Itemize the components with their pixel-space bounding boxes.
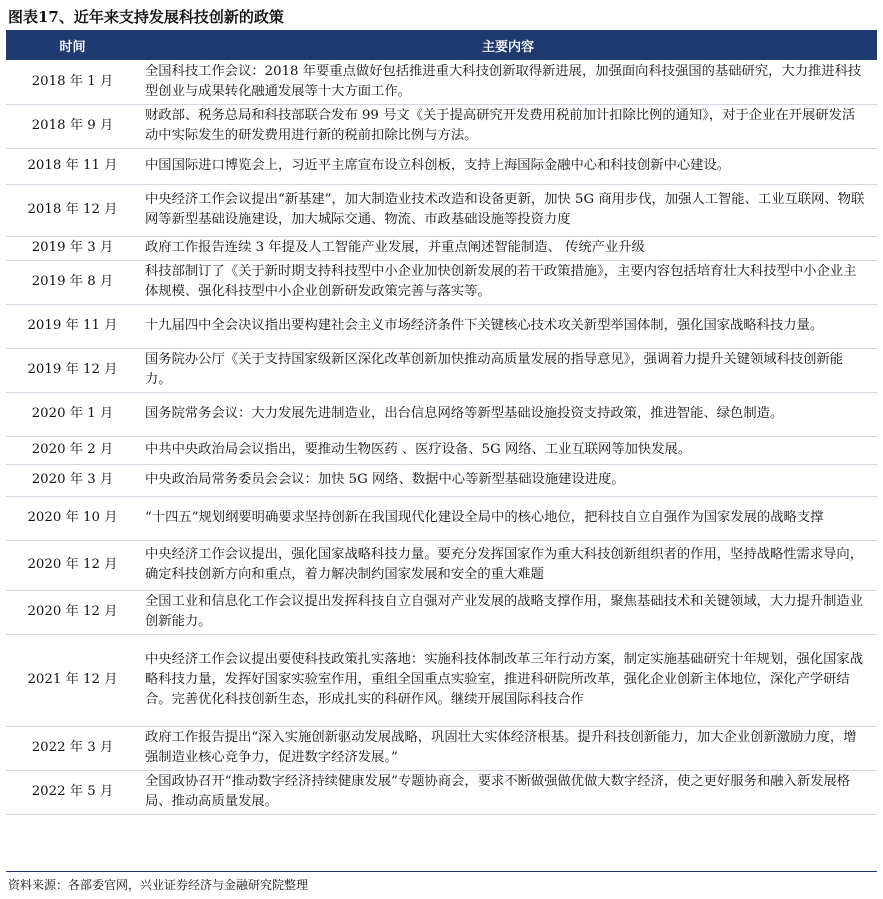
row-date: 2019 年 11 月	[6, 304, 139, 348]
table-row	[6, 770, 877, 814]
row-date: 2022 年 3 月	[6, 726, 139, 770]
row-content: 国务院办公厅《关于支持国家级新区深化改革创新加快推动高质量发展的指导意见》，强调着力提升关键领域科技创新能力。	[139, 348, 877, 392]
row-content: 科技部制订了《关于新时期支持科技型中小企业加快创新发展的若干政策措施》，主要内容包括培育壮大科技型中小企业主体规模、强化科技型中小企业创新研发政策完善与落实等。	[139, 260, 877, 304]
row-date: 2018 年 11 月	[6, 148, 139, 184]
header-content: 主要内容	[139, 30, 877, 60]
row-content: 中共中央政治局会议指出，要推动生物医药 、医疗设备、5G 网络、工业互联网等加快发展。	[139, 436, 877, 464]
row-date: 2020 年 10 月	[6, 496, 139, 540]
row-content: 中央经济工作会议提出“新基建”，加大制造业技术改造和设备更新，加快 5G 商用步伐，加强人工智能、工业互联网、物联网等新型基础设施建设，加大城际交通、物流、市政基础设施等投资力度	[139, 184, 877, 236]
table-header-row	[6, 30, 877, 60]
table-row	[6, 540, 877, 590]
row-content: 全国政协召开“推动数字经济持续健康发展”专题协商会，要求不断做强做优做大数字经济，使之更好服务和融入新发展格局、推动高质量发展。	[139, 770, 877, 814]
row-date: 2020 年 12 月	[6, 590, 139, 634]
row-content: 政府工作报告连续 3 年提及人工智能产业发展，并重点阐述智能制造、 传统产业升级	[139, 236, 877, 260]
table-row	[6, 726, 877, 770]
table-row	[6, 148, 877, 184]
row-date: 2021 年 12 月	[6, 634, 139, 726]
row-date: 2020 年 3 月	[6, 464, 139, 496]
row-date: 2018 年 1 月	[6, 60, 139, 104]
row-content: 中央经济工作会议提出要使科技政策扎实落地：实施科技体制改革三年行动方案，制定实施基础研究十年规划，强化国家战略科技力量，发挥好国家实验室作用，重组全国重点实验室，推进科研院所改革，强化企业创新主体地位，深化产学研结合。完善优化科技创新生态，形成扎实的科研作风。继续开展国际科技合作	[139, 634, 877, 726]
row-content: 国务院常务会议：大力发展先进制造业，出台信息网络等新型基础设施投资支持政策，推进智能、绿色制造。	[139, 392, 877, 436]
row-content: 中国国际进口博览会上，习近平主席宣布设立科创板，支持上海国际金融中心和科技创新中心建设。	[139, 148, 877, 184]
table-row	[6, 104, 877, 148]
policy-table	[6, 30, 877, 815]
footer-divider	[6, 871, 877, 872]
row-content: 中央政治局常务委员会会议：加快 5G 网络、数据中心等新型基础设施建设进度。	[139, 464, 877, 496]
row-date: 2020 年 12 月	[6, 540, 139, 590]
row-content: 全国科技工作会议：2018 年要重点做好包括推进重大科技创新取得新进展，加强面向科技强国的基础研究，大力推进科技型创业与成果转化融通发展等十大方面工作。	[139, 60, 877, 104]
row-date: 2018 年 9 月	[6, 104, 139, 148]
header-date: 时间	[6, 30, 139, 60]
table-row	[6, 236, 877, 260]
row-date: 2019 年 8 月	[6, 260, 139, 304]
row-content: 政府工作报告提出“深入实施创新驱动发展战略，巩固壮大实体经济根基。提升科技创新能力，加大企业创新激励力度，增强制造业核心竞争力，促进数字经济发展。”	[139, 726, 877, 770]
table-row	[6, 590, 877, 634]
table-row	[6, 496, 877, 540]
row-date: 2020 年 2 月	[6, 436, 139, 464]
table-row	[6, 464, 877, 496]
row-date: 2019 年 3 月	[6, 236, 139, 260]
row-content: 财政部、税务总局和科技部联合发布 99 号文《关于提高研究开发费用税前加计扣除比例的通知》，对于企业在开展研发活动中实际发生的研发费用进行新的税前扣除比例与方法。	[139, 104, 877, 148]
source-note: 资料来源：各部委官网，兴业证券经济与金融研究院整理	[8, 878, 309, 892]
row-date: 2019 年 12 月	[6, 348, 139, 392]
row-date: 2020 年 1 月	[6, 392, 139, 436]
table-row	[6, 392, 877, 436]
row-content: 中央经济工作会议提出，强化国家战略科技力量。要充分发挥国家作为重大科技创新组织者的作用，坚持战略性需求导向，确定科技创新方向和重点，着力解决制约国家发展和安全的重大难题	[139, 540, 877, 590]
table-row	[6, 436, 877, 464]
row-date: 2022 年 5 月	[6, 770, 139, 814]
row-content: 全国工业和信息化工作会议提出发挥科技自立自强对产业发展的战略支撑作用，聚焦基础技术和关键领域，大力提升制造业创新能力。	[139, 590, 877, 634]
table-row	[6, 634, 877, 726]
table-row	[6, 348, 877, 392]
table-row	[6, 304, 877, 348]
row-content: “十四五”规划纲要明确要求坚持创新在我国现代化建设全局中的核心地位，把科技自立自强作为国家发展的战略支撑	[139, 496, 877, 540]
table-row	[6, 184, 877, 236]
row-content: 十九届四中全会决议指出要构建社会主义市场经济条件下关键核心技术攻关新型举国体制，强化国家战略科技力量。	[139, 304, 877, 348]
figure-title: 图表17、近年来支持发展科技创新的政策	[8, 8, 284, 26]
row-date: 2018 年 12 月	[6, 184, 139, 236]
table-row	[6, 60, 877, 104]
table-body	[6, 60, 877, 814]
table-row	[6, 260, 877, 304]
